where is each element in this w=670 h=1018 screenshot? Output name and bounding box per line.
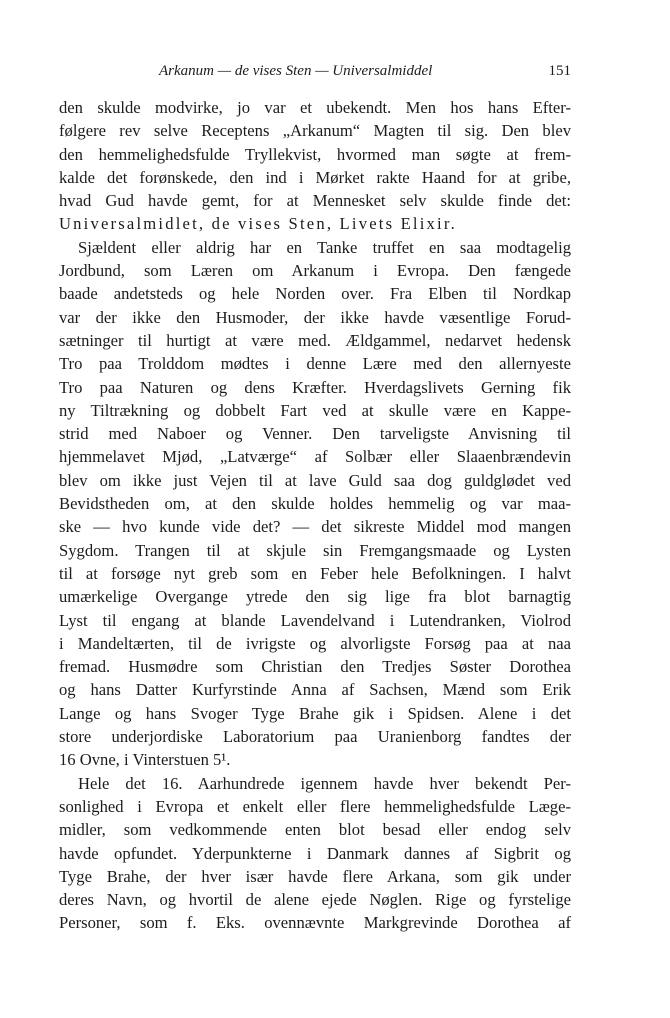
text-line: midler, som vedkommende enten blot besad eller endog selv [59, 820, 571, 840]
text-line: ske — hvo kunde vide det? — det sikreste Middel mod mangen [59, 517, 571, 537]
text-line: blev om ikke just Vejen til at lave Guld saa dog guldglødet ved [59, 470, 571, 490]
text-line: ny Tiltrækning og dobbelt Fart ved at skulle være en Kappe- [59, 400, 571, 420]
text-line: Hele det 16. Aarhundrede igennem havde hver bekendt Per- [78, 773, 571, 793]
text-line: Sygdom. Trangen til at skjule sin Fremgangsmaade og Lysten [59, 540, 571, 560]
text-line: i Mandeltærten, til de ivrigste og alvorligste Forsøg paa at naa [59, 633, 571, 653]
book-page [59, 58, 571, 935]
text-line: Tro paa Naturen og dens Kræfter. Hverdagslivets Gerning fik [59, 377, 571, 397]
text-line: til at forsøge nyt greb som en Feber hele Befolkningen. I halvt [59, 563, 571, 583]
text-line: Jordbund, som Læren om Arkanum i Evropa. Den fængede [59, 261, 571, 281]
body-text [59, 96, 571, 935]
page-number: 151 [548, 63, 571, 79]
text-line: hvad Gud havde gemt, for at Mennesket selv skulde finde det: [59, 191, 571, 211]
running-head [59, 58, 571, 84]
text-line: den hemmelighedsfulde Tryllekvist, hvormed man søgte at frem- [59, 144, 571, 164]
text-line: Sjældent eller aldrig har en Tanke truffet en saa modtagelig [78, 237, 571, 257]
text-line: fremad. Husmødre som Christian den Tredjes Søster Dorothea [59, 657, 571, 677]
text-line: strid med Naboer og Venner. Den tarveligste Anvisning til [59, 424, 571, 444]
text-line: baade andetsteds og hele Norden over. Fra Elben til Nordkap [59, 284, 571, 304]
text-line: sætninger til hurtigt at være med. Ældgammel, nedarvet hedensk [59, 330, 571, 350]
text-line: Tro paa Trolddom mødtes i denne Lære med den allernyeste [59, 354, 571, 374]
text-line: var der ikke den Husmoder, der ikke havde væsentlige Forud- [59, 307, 571, 327]
text-line: Universalmidlet, de vises Sten, Livets Elixir. [59, 214, 457, 234]
text-line: Personer, som f. Eks. ovennævnte Markgrevinde Dorothea af [59, 913, 571, 933]
text-line: deres Navn, og hvortil de alene ejede Nøglen. Rige og fyrstelige [59, 890, 571, 910]
text-line: store underjordiske Laboratorium paa Uranienborg fandtes der [59, 727, 571, 747]
text-line: 16 Ovne, i Vinterstuen 5¹. [59, 750, 231, 770]
text-line: havde opfundet. Yderpunkterne i Danmark dannes af Sigbrit og [59, 843, 571, 863]
running-title: Arkanum — de vises Sten — Universalmiddel [159, 63, 433, 79]
text-line: følgere rev selve Receptens „Arkanum“ Magten til sig. Den blev [59, 121, 571, 141]
text-line: umærkelige Overgange ytrede den sig lige fra blot barnagtig [59, 587, 571, 607]
text-line: den skulde modvirke, jo var et ubekendt. Men hos hans Efter- [59, 98, 571, 117]
text-line: Lyst til engang at blande Lavendelvand i Lutendranken, Violrod [59, 610, 571, 630]
text-line: kalde det forønskede, den ind i Mørket rakte Haand for at gribe, [59, 167, 571, 187]
text-line: sonlighed i Evropa et enkelt eller flere hemmelighedsfulde Læge- [59, 796, 571, 816]
text-line: Bevidstheden om, at den skulde holdes hemmelig og var maa- [59, 494, 571, 514]
text-line: Tyge Brahe, der hver især havde flere Arkana, som gik under [59, 866, 571, 886]
text-line: hjemmelavet Mjød, „Latværge“ af Solbær eller Slaaenbrændevin [59, 447, 571, 467]
text-line: Lange og hans Svoger Tyge Brahe gik i Spidsen. Alene i det [59, 703, 571, 723]
text-line: og hans Datter Kurfyrstinde Anna af Sachsen, Mænd som Erik [59, 680, 571, 700]
